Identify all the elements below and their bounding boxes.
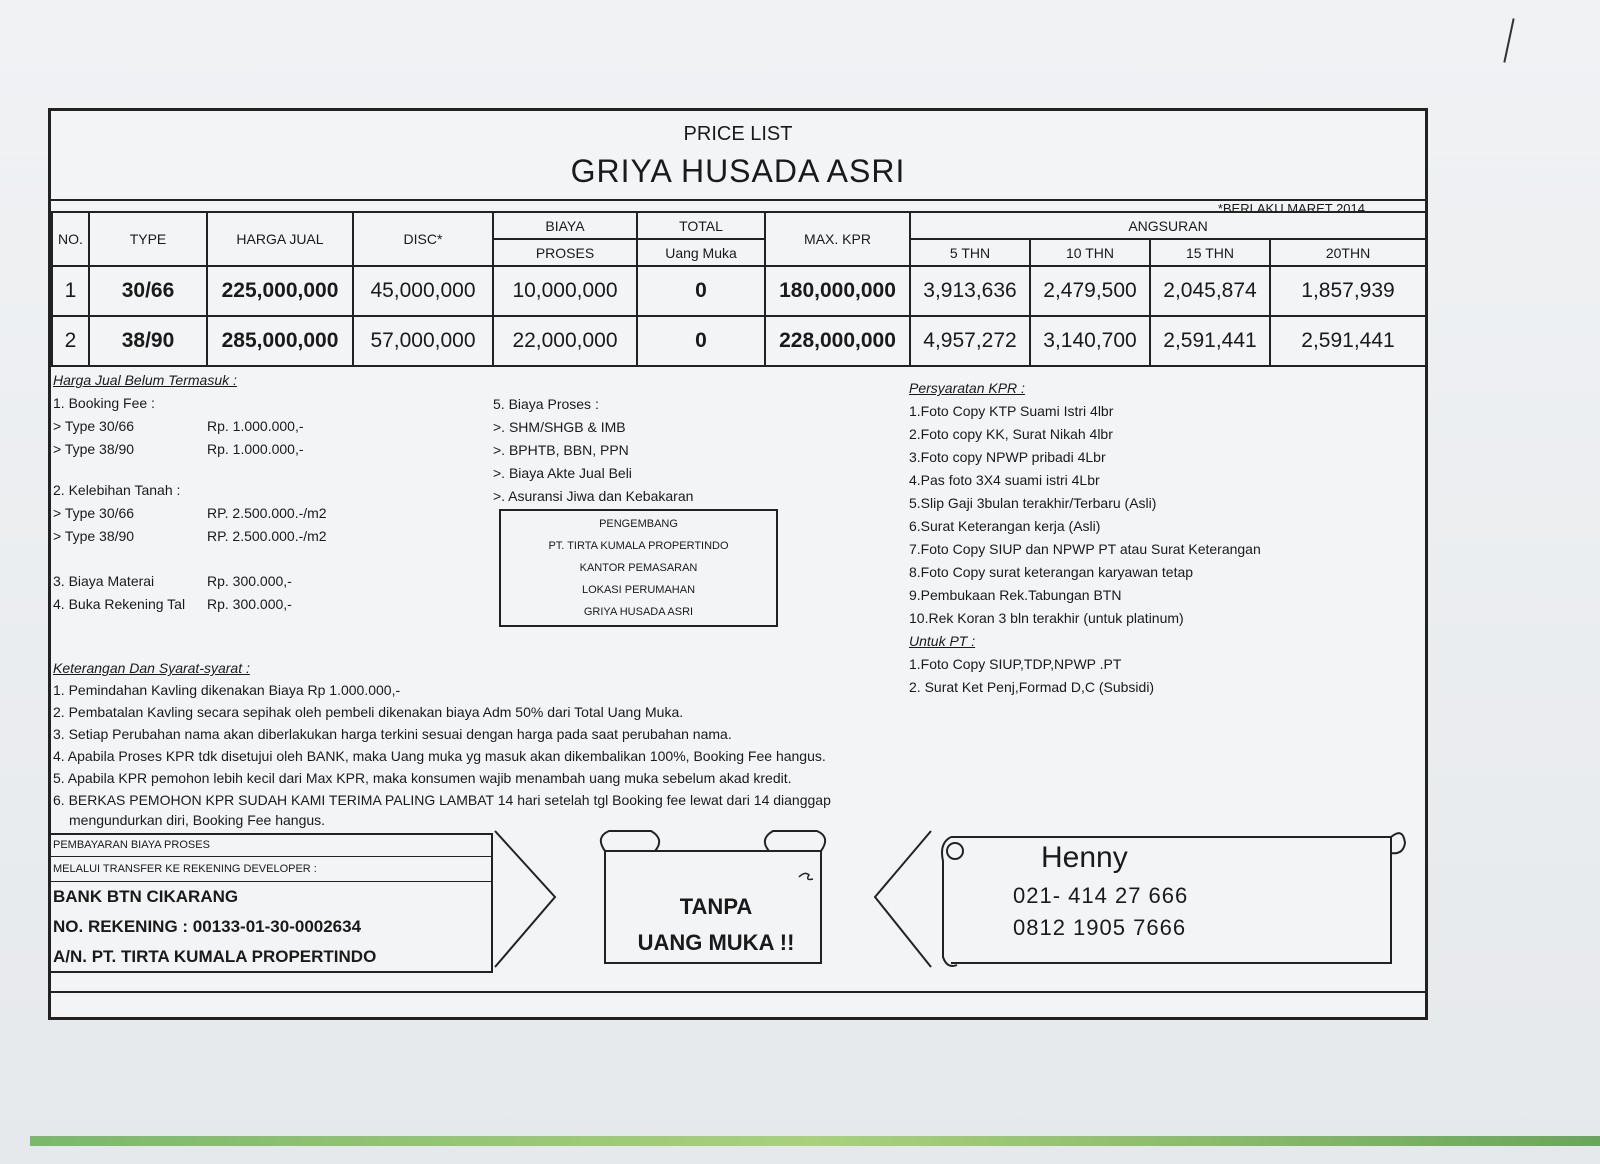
title-small: PRICE LIST [683, 123, 793, 145]
header-max-kpr: MAX. KPR [765, 212, 910, 266]
developer-line: LOKASI PERUMAHAN [581, 584, 696, 596]
list-item: 5.Slip Gaji 3bulan terakhir/Terbaru (Asli) [909, 495, 1157, 511]
list-item: 8.Foto Copy surat keterangan karyawan tetap [909, 564, 1194, 580]
cell-15thn: 2,591,441 [1150, 316, 1270, 366]
banner-line-2: UANG MUKA !! [637, 930, 795, 955]
list-item [53, 502, 473, 525]
list-item [53, 438, 473, 461]
list-item: 3.Foto copy NPWP pribadi 4Lbr [909, 449, 1106, 465]
cell-10thn: 3,140,700 [1030, 316, 1150, 366]
item-label: > Type 30/66 [53, 418, 135, 434]
table-row [52, 266, 1426, 316]
header-20thn: 20THN [1270, 239, 1426, 266]
payment-box [51, 833, 493, 973]
biaya-proses-section [493, 393, 793, 508]
developer-line: KANTOR PEMASARAN [579, 562, 698, 574]
header-type: TYPE [89, 212, 207, 266]
kelebihan-title: 2. Kelebihan Tanah : [53, 482, 181, 498]
contact-phone-2: 0812 1905 7666 [1013, 915, 1187, 940]
persyaratan-section [909, 377, 1329, 699]
biaya-proses-title: 5. Biaya Proses : [493, 396, 599, 412]
cell-disc: 57,000,000 [353, 316, 493, 366]
green-strip [30, 1136, 1600, 1146]
list-item [53, 415, 473, 438]
item-value: Rp. 1.000.000,- [207, 418, 304, 434]
pt-title: Untuk PT : [909, 633, 976, 649]
cell-5thn: 4,957,272 [910, 316, 1030, 366]
item-value: Rp. 300.000,- [207, 573, 292, 589]
booking-fee-title: 1. Booking Fee : [53, 395, 155, 411]
list-item: 6. BERKAS PEMOHON KPR SUDAH KAMI TERIMA PALING LAMBAT 14 hari setelah tgl Booking fee lewat dari 14 dianggap [53, 792, 831, 808]
header-disc: DISC* [353, 212, 493, 266]
harga-belum-section [53, 369, 473, 616]
header-angsuran: ANGSURAN [910, 212, 1426, 239]
list-item: 4.Pas foto 3X4 suami istri 4Lbr [909, 472, 1100, 488]
no-down-payment-banner [611, 889, 821, 961]
pen-mark [1503, 18, 1514, 62]
list-item: 3. Setiap Perubahan nama akan diberlakukan harga terkini sesuai dengan harga pada saat perubahan nama. [53, 726, 732, 742]
banner-line-1: TANPA [679, 894, 753, 919]
contact-name: Henny [1041, 841, 1128, 874]
list-item [53, 525, 473, 548]
cell-no: 2 [52, 316, 89, 366]
cell-harga: 225,000,000 [207, 266, 353, 316]
list-item: 7.Foto Copy SIUP dan NPWP PT atau Surat Keterangan [909, 541, 1261, 557]
item-value: Rp. 1.000.000,- [207, 441, 304, 457]
price-list-frame [48, 108, 1428, 1020]
item-label: > Type 38/90 [53, 441, 135, 457]
list-item: 2. Surat Ket Penj,Formad D,C (Subsidi) [909, 679, 1155, 695]
list-item [53, 593, 473, 616]
list-item: mengundurkan diri, Booking Fee hangus. [69, 812, 326, 828]
list-item: >. SHM/SHGB & IMB [493, 419, 626, 435]
cell-type: 38/90 [89, 316, 207, 366]
list-item: >. BPHTB, BBN, PPN [493, 442, 629, 458]
page-title: GRIYA HUSADA ASRI [570, 153, 906, 189]
list-item: 10.Rek Koran 3 bln terakhir (untuk platinum) [909, 610, 1184, 626]
validity-note: *BERLAKU MARET 2014 [1217, 201, 1365, 216]
cell-biaya: 10,000,000 [493, 266, 637, 316]
cell-biaya: 22,000,000 [493, 316, 637, 366]
item-label: 4. Buka Rekening Tal [53, 596, 186, 612]
left-chevron [495, 831, 555, 967]
list-item: >. Biaya Akte Jual Beli [493, 465, 632, 481]
list-item [53, 570, 473, 593]
section-title: Keterangan Dan Syarat-syarat : [53, 660, 250, 676]
payment-line-1: PEMBAYARAN BIAYA PROSES [53, 839, 210, 851]
account-holder: A/N. PT. TIRTA KUMALA PROPERTINDO [53, 947, 377, 966]
cell-20thn: 2,591,441 [1270, 316, 1426, 366]
list-item: 2.Foto copy KK, Surat Nikah 4lbr [909, 426, 1113, 442]
section-title: Persyaratan KPR : [909, 380, 1025, 396]
list-item: 1. Pemindahan Kavling dikenakan Biaya Rp 1.000.000,- [53, 682, 401, 698]
developer-line: GRIYA HUSADA ASRI [583, 606, 694, 618]
item-label: 3. Biaya Materai [53, 573, 155, 589]
cell-harga: 285,000,000 [207, 316, 353, 366]
cell-10thn: 2,479,500 [1030, 266, 1150, 316]
list-item: 4. Apabila Proses KPR tdk disetujui oleh BANK, maka Uang muka yg masuk akan dikembalikan 100%, Booking Fee hangus. [53, 748, 826, 764]
list-item: 1.Foto Copy KTP Suami Istri 4lbr [909, 403, 1114, 419]
bank-name: BANK BTN CIKARANG [53, 887, 239, 906]
item-value: RP. 2.500.000.-/m2 [207, 528, 327, 544]
cell-15thn: 2,045,874 [1150, 266, 1270, 316]
cell-5thn: 3,913,636 [910, 266, 1030, 316]
header-total-2: Uang Muka [637, 239, 765, 266]
cell-20thn: 1,857,939 [1270, 266, 1426, 316]
developer-line: PT. TIRTA KUMALA PROPERTINDO [548, 540, 729, 552]
contact-phone-1: 021- 414 27 666 [1013, 883, 1189, 908]
list-item: 1.Foto Copy SIUP,TDP,NPWP .PT [909, 656, 1122, 672]
keterangan-section [53, 657, 933, 829]
list-item: 6.Surat Keterangan kerja (Asli) [909, 518, 1101, 534]
bottom-divider [51, 991, 1425, 993]
cell-no: 1 [52, 266, 89, 316]
section-title: Harga Jual Belum Termasuk : [53, 372, 237, 388]
item-label: > Type 38/90 [53, 528, 135, 544]
cell-uang-muka: 0 [637, 316, 765, 366]
header-5thn: 5 THN [910, 239, 1030, 266]
cell-uang-muka: 0 [637, 266, 765, 316]
cell-type: 30/66 [89, 266, 207, 316]
list-item: 9.Pembukaan Rek.Tabungan BTN [909, 587, 1122, 603]
price-table [51, 211, 1427, 367]
list-item: 2. Pembatalan Kavling secara sepihak oleh pembeli dikenakan biaya Adm 50% dari Total Uang Muka. [53, 704, 684, 720]
header-biaya-1: BIAYA [493, 212, 637, 239]
cell-max-kpr: 228,000,000 [765, 316, 910, 366]
header-no: NO. [52, 212, 89, 266]
header-10thn: 10 THN [1030, 239, 1150, 266]
table-header-row [52, 212, 1426, 239]
table-row [52, 316, 1426, 366]
item-label: > Type 30/66 [53, 505, 135, 521]
cell-max-kpr: 180,000,000 [765, 266, 910, 316]
item-value: Rp. 300.000,- [207, 596, 292, 612]
payment-line-2: MELALUI TRANSFER KE REKENING DEVELOPER : [53, 863, 317, 875]
header-total-1: TOTAL [637, 212, 765, 239]
cell-disc: 45,000,000 [353, 266, 493, 316]
item-value: RP. 2.500.000.-/m2 [207, 505, 327, 521]
account-number: NO. REKENING : 00133-01-30-0002634 [53, 917, 362, 936]
list-item: 5. Apabila KPR pemohon lebih kecil dari Max KPR, maka konsumen wajib menambah uang muka sebelum akad kredit. [53, 770, 792, 786]
developer-box [499, 509, 778, 627]
header-harga-jual: HARGA JUAL [207, 212, 353, 266]
developer-line: PENGEMBANG [599, 518, 678, 530]
header-biaya-2: PROSES [493, 239, 637, 266]
header-15thn: 15 THN [1150, 239, 1270, 266]
list-item: >. Asuransi Jiwa dan Kebakaran [493, 488, 694, 504]
right-chevron [875, 831, 931, 967]
